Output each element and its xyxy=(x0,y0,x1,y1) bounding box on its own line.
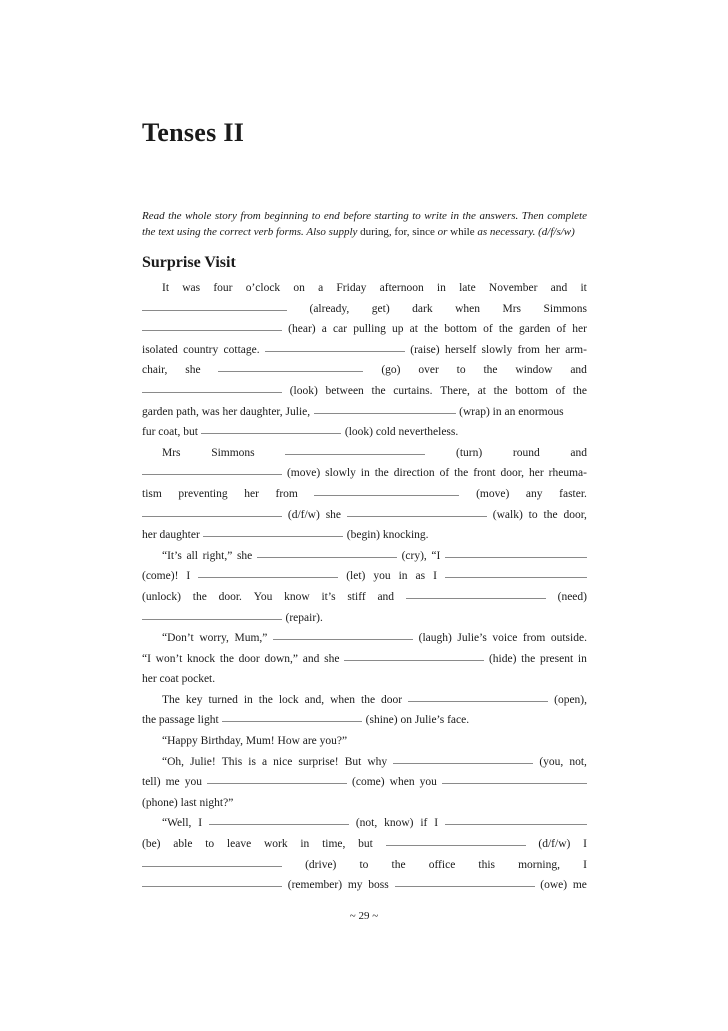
word: it xyxy=(580,282,587,294)
word: her xyxy=(528,467,544,480)
word: when xyxy=(389,776,415,789)
page-title: Tenses II xyxy=(142,118,245,147)
word: able xyxy=(173,838,193,851)
word: (come) xyxy=(352,776,385,789)
word: her daughter xyxy=(142,529,200,542)
story-line xyxy=(142,278,587,299)
answer-blank[interactable] xyxy=(285,443,425,455)
word: The xyxy=(162,693,180,706)
word: “Well, xyxy=(162,817,192,830)
word: she xyxy=(185,364,201,377)
word: of xyxy=(555,384,566,397)
answer-blank[interactable] xyxy=(207,772,347,784)
word: (cry), xyxy=(401,549,427,562)
word: (open), xyxy=(554,693,587,706)
word: and xyxy=(570,446,587,459)
word: This xyxy=(221,755,243,768)
word: (d/f/w) xyxy=(538,838,571,851)
word: in xyxy=(398,570,408,583)
word: the xyxy=(498,323,513,336)
instructions-keyword-while: while xyxy=(450,226,475,238)
word: Julie! xyxy=(190,755,216,768)
word: she xyxy=(236,549,253,562)
answer-blank[interactable] xyxy=(445,813,587,825)
answer-blank[interactable] xyxy=(445,566,587,578)
word: any xyxy=(525,487,543,500)
word: (repair). xyxy=(285,611,323,624)
word: I xyxy=(198,817,203,830)
word: worry, xyxy=(199,632,229,645)
word: lock xyxy=(278,693,299,706)
word: the xyxy=(219,652,234,665)
instructions-end: as necessary. (d/f/s/w) xyxy=(477,226,575,238)
answer-blank[interactable] xyxy=(209,813,349,825)
word: (raise) xyxy=(410,343,440,356)
word: when xyxy=(330,693,356,706)
word: the xyxy=(258,693,273,706)
story-line xyxy=(142,834,587,855)
word: from xyxy=(522,632,546,645)
word: office xyxy=(428,858,456,871)
word: a xyxy=(321,323,327,336)
answer-blank[interactable] xyxy=(273,628,413,640)
word: key xyxy=(185,693,203,706)
word: (be) xyxy=(142,838,161,851)
word: (hear) xyxy=(288,323,316,336)
word: you xyxy=(184,776,202,789)
word: to xyxy=(528,508,538,521)
word: of xyxy=(483,323,493,336)
word: tell) xyxy=(142,776,161,789)
word: (owe) xyxy=(540,879,568,892)
word: her xyxy=(572,323,587,336)
word: country xyxy=(183,343,219,356)
word: the xyxy=(521,652,536,665)
story-title: Surprise Visit xyxy=(142,254,236,271)
word: (turn) xyxy=(456,446,483,459)
word: won’t xyxy=(155,652,183,665)
instructions xyxy=(142,208,587,240)
word: her xyxy=(545,343,560,356)
word: when xyxy=(455,302,480,315)
answer-blank[interactable] xyxy=(257,546,397,558)
word: get) xyxy=(371,302,390,315)
word: the xyxy=(543,508,558,521)
word: to xyxy=(359,858,369,871)
word: as xyxy=(415,570,426,583)
word: Mrs xyxy=(502,302,521,315)
answer-blank[interactable] xyxy=(142,505,282,517)
word: me xyxy=(165,776,180,789)
word: front xyxy=(473,467,496,480)
word: (go) xyxy=(381,364,401,377)
story-line xyxy=(142,608,587,629)
word: on xyxy=(293,282,305,294)
story-line xyxy=(142,319,587,340)
word: boss xyxy=(368,879,389,892)
story-line xyxy=(142,813,587,834)
word: turned xyxy=(208,693,238,706)
word: the xyxy=(483,364,498,377)
word: the xyxy=(361,693,376,706)
story-line xyxy=(142,628,587,649)
answer-blank[interactable] xyxy=(142,608,282,620)
instructions-keywords: during, for, since xyxy=(360,226,435,238)
word: four xyxy=(213,282,233,294)
story-line xyxy=(142,772,587,793)
story-text xyxy=(142,278,587,896)
answer-blank[interactable] xyxy=(198,566,338,578)
word: of xyxy=(556,323,567,336)
word: “Oh, xyxy=(162,755,185,768)
word: and xyxy=(377,590,395,603)
word: door, xyxy=(563,508,587,521)
answer-blank[interactable] xyxy=(395,875,535,887)
word: tism xyxy=(142,487,162,500)
word: the xyxy=(454,467,469,480)
word: outside. xyxy=(550,632,587,645)
word: (need) xyxy=(557,590,587,603)
word: (look) cold nevertheless. xyxy=(344,426,459,439)
word: (not, xyxy=(355,817,378,830)
word: herself xyxy=(444,343,477,356)
word: between xyxy=(325,384,364,397)
word: isolated xyxy=(142,343,178,356)
word: window xyxy=(515,364,553,377)
story-line xyxy=(142,731,587,752)
word: slowly xyxy=(481,343,513,356)
word: but xyxy=(358,838,373,851)
story-line xyxy=(142,505,587,526)
word: chair, xyxy=(142,364,168,377)
story-line xyxy=(142,587,587,608)
word: you xyxy=(419,776,437,789)
word: I xyxy=(434,817,439,830)
answer-blank[interactable] xyxy=(142,319,282,331)
word: if xyxy=(420,817,428,830)
word: she xyxy=(325,508,342,521)
story-line xyxy=(142,422,587,443)
word: voice xyxy=(492,632,518,645)
story-line xyxy=(142,443,587,464)
word: is xyxy=(248,755,256,768)
story-line xyxy=(142,340,587,361)
word: round xyxy=(512,446,540,459)
answer-blank[interactable] xyxy=(142,381,282,393)
story-line xyxy=(142,525,587,546)
story-line xyxy=(142,566,587,587)
word: a xyxy=(261,755,268,768)
story-line xyxy=(142,875,587,896)
word: (drive) xyxy=(305,858,337,871)
word: “I xyxy=(431,549,441,562)
answer-blank[interactable] xyxy=(265,340,405,352)
word: the passage light xyxy=(142,714,219,727)
answer-blank[interactable] xyxy=(442,772,587,784)
word: afternoon xyxy=(379,282,424,294)
word: (move) xyxy=(476,487,510,500)
word: know xyxy=(284,590,310,603)
word: this xyxy=(478,858,496,871)
word: garden path, was her daughter, Julie, xyxy=(142,405,311,418)
word: from xyxy=(517,343,540,356)
word: to xyxy=(456,364,466,377)
story-line xyxy=(142,710,587,731)
word: nice xyxy=(273,755,293,768)
word: Mum,” xyxy=(234,632,268,645)
answer-blank[interactable] xyxy=(203,525,343,537)
word: from xyxy=(275,487,298,500)
word: (phone) last night?” xyxy=(142,796,234,809)
word: and xyxy=(302,652,320,665)
word: up xyxy=(391,323,404,336)
instructions-or: or xyxy=(437,226,448,238)
word: at xyxy=(409,323,418,336)
word: November xyxy=(488,282,538,294)
word: the xyxy=(493,384,508,397)
page-number: ~ 29 ~ xyxy=(349,910,379,922)
word: in xyxy=(300,838,310,851)
answer-blank[interactable] xyxy=(445,546,587,558)
story-line xyxy=(142,484,587,505)
word: right,” xyxy=(202,549,233,562)
word: it’s xyxy=(321,590,336,603)
word: dark xyxy=(412,302,433,315)
word: Simmons xyxy=(211,446,255,459)
word: “Happy Birthday, Mum! How are you?” xyxy=(162,735,348,748)
word: curtains. xyxy=(393,384,433,397)
answer-blank[interactable] xyxy=(408,690,548,702)
story-line xyxy=(142,793,587,814)
story-line xyxy=(142,360,587,381)
answer-blank[interactable] xyxy=(314,484,459,496)
word: the xyxy=(374,467,389,480)
story-line xyxy=(142,299,587,320)
word: in xyxy=(436,282,446,294)
word: I xyxy=(583,838,587,851)
word: Mrs xyxy=(162,446,181,459)
word: (shine) on Julie’s face. xyxy=(365,714,470,727)
word: Friday xyxy=(336,282,367,294)
word: work xyxy=(263,838,288,851)
answer-blank[interactable] xyxy=(142,855,282,867)
word: leave xyxy=(226,838,252,851)
word: (already, xyxy=(309,302,350,315)
story-line xyxy=(142,752,587,773)
answer-blank[interactable] xyxy=(344,649,484,661)
word: faster. xyxy=(559,487,587,500)
answer-blank[interactable] xyxy=(218,360,363,372)
word: car xyxy=(333,323,348,336)
word: (come)! xyxy=(142,570,179,583)
word: door xyxy=(381,693,403,706)
word: slowly xyxy=(325,467,356,480)
answer-blank[interactable] xyxy=(406,587,546,599)
word: the xyxy=(371,384,386,397)
word: door, xyxy=(500,467,525,480)
word: me xyxy=(572,879,587,892)
word: stiff xyxy=(347,590,366,603)
word: But xyxy=(344,755,362,768)
word: her xyxy=(244,487,259,500)
word: Julie’s xyxy=(457,632,487,645)
word: fur coat, but xyxy=(142,426,198,439)
word: “It’s xyxy=(162,549,182,562)
word: at xyxy=(477,384,486,397)
word: You xyxy=(253,590,273,603)
story-line xyxy=(142,402,587,423)
word: the xyxy=(572,384,587,397)
word: in xyxy=(243,693,253,706)
word: I xyxy=(186,570,191,583)
word: I xyxy=(583,858,587,871)
answer-blank[interactable] xyxy=(142,875,282,887)
word: the xyxy=(391,858,406,871)
word: (remember) xyxy=(287,879,343,892)
story-line xyxy=(142,669,587,690)
word: morning, xyxy=(518,858,560,871)
word: she xyxy=(324,652,340,665)
answer-blank[interactable] xyxy=(347,505,487,517)
word: (look) xyxy=(289,384,318,397)
word: door. xyxy=(218,590,242,603)
word: (you, xyxy=(539,755,564,768)
word: the xyxy=(192,590,207,603)
answer-blank[interactable] xyxy=(142,299,287,311)
word: o’clock xyxy=(245,282,281,294)
word: (unlock) xyxy=(142,590,181,603)
word: rheuma- xyxy=(548,467,587,480)
word: and xyxy=(550,282,568,294)
word: of xyxy=(439,467,450,480)
word: (hide) xyxy=(488,652,517,665)
word: There, xyxy=(440,384,470,397)
word: (begin) knocking. xyxy=(346,529,429,542)
word: (laugh) xyxy=(418,632,452,645)
story-line xyxy=(142,463,587,484)
word: bottom xyxy=(444,323,477,336)
word: Simmons xyxy=(543,302,587,315)
word: door xyxy=(238,652,260,665)
word: direction xyxy=(393,467,435,480)
word: arm- xyxy=(565,343,587,356)
word: and xyxy=(570,364,587,377)
story-line xyxy=(142,649,587,670)
story-line xyxy=(142,546,587,567)
word: late xyxy=(459,282,476,294)
answer-blank[interactable] xyxy=(222,710,362,722)
word: present xyxy=(539,652,574,665)
word: time, xyxy=(322,838,346,851)
word: preventing xyxy=(178,487,228,500)
word: “Don’t xyxy=(162,632,194,645)
answer-blank[interactable] xyxy=(386,834,526,846)
word: all xyxy=(186,549,198,562)
word: “I xyxy=(142,652,151,665)
word: know) xyxy=(384,817,414,830)
word: (wrap) in an enormous xyxy=(459,405,564,418)
story-line xyxy=(142,381,587,402)
word: to xyxy=(205,838,215,851)
word: you xyxy=(373,570,391,583)
word: (walk) xyxy=(492,508,523,521)
word: down,” xyxy=(264,652,299,665)
word: was xyxy=(182,282,201,294)
answer-blank[interactable] xyxy=(201,422,341,434)
word: why xyxy=(367,755,388,768)
word: pulling xyxy=(353,323,386,336)
word: my xyxy=(347,879,363,892)
word: (d/f/w) xyxy=(287,508,320,521)
word: in xyxy=(577,652,587,665)
answer-blank[interactable] xyxy=(393,752,533,764)
word: surprise! xyxy=(298,755,339,768)
word: (move) xyxy=(286,467,321,480)
word: her coat pocket. xyxy=(142,673,216,686)
word: the xyxy=(424,323,439,336)
word: (let) xyxy=(346,570,366,583)
word: knock xyxy=(187,652,216,665)
word: not, xyxy=(569,755,587,768)
word: It xyxy=(162,282,170,294)
answer-blank[interactable] xyxy=(314,402,456,414)
word: I xyxy=(433,570,437,583)
answer-blank[interactable] xyxy=(142,463,282,475)
word: cottage. xyxy=(223,343,260,356)
word: a xyxy=(318,282,324,294)
word: and, xyxy=(304,693,325,706)
word: in xyxy=(360,467,370,480)
story-line xyxy=(142,855,587,876)
word: over xyxy=(418,364,439,377)
instructions-text: Read the whole story from beginning to end before starting to write in the answers. Then complete the text using the correct verb forms. Also supply xyxy=(142,210,587,238)
word: bottom xyxy=(515,384,548,397)
story-line xyxy=(142,690,587,711)
word: garden xyxy=(519,323,551,336)
